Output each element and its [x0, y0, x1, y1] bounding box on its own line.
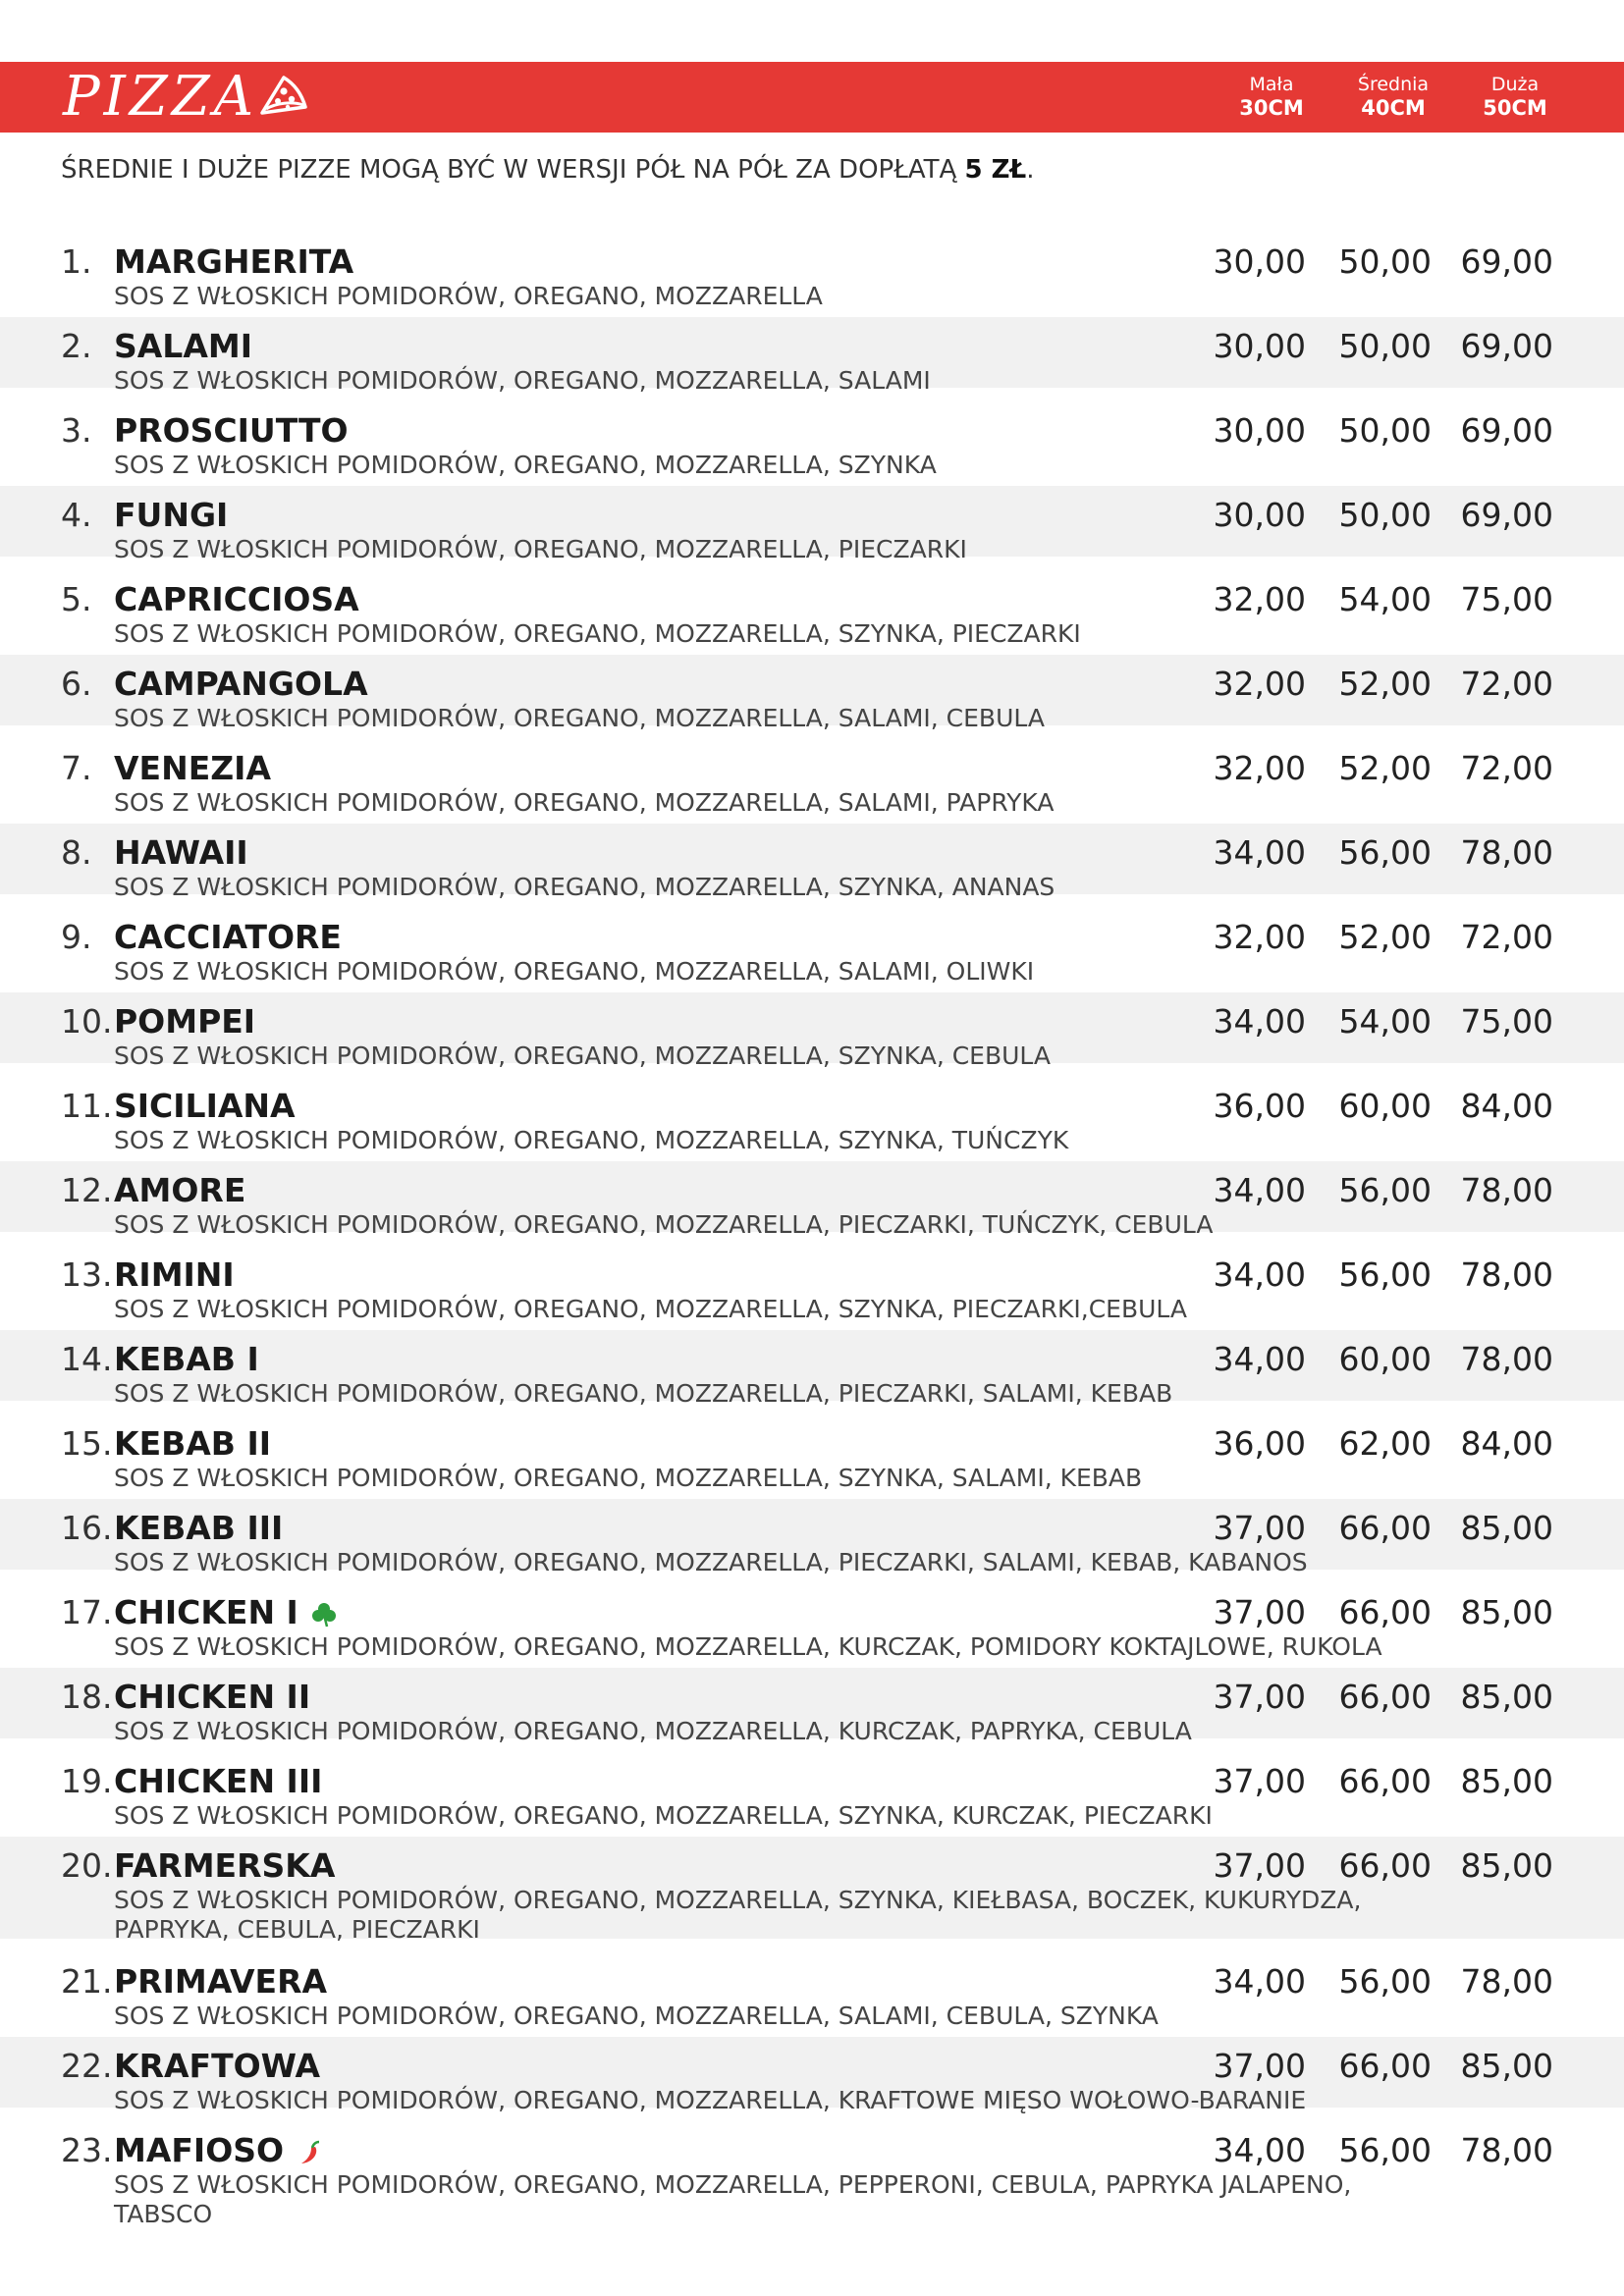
menu-item-name-wrap	[114, 1171, 245, 1210]
menu-item-row	[0, 1161, 1624, 1239]
price-medium: 54,00	[1338, 580, 1432, 618]
price-large: 85,00	[1460, 1678, 1553, 1716]
menu-item-name: KRAFTOWA	[114, 2047, 321, 2085]
price-large: 72,00	[1460, 918, 1553, 956]
menu-item-name-wrap	[114, 327, 252, 366]
menu-item-name-wrap	[114, 665, 368, 704]
price-medium: 56,00	[1338, 833, 1432, 872]
menu-item-row	[0, 1415, 1624, 1492]
price-large: 78,00	[1460, 1962, 1553, 2001]
price-large: 69,00	[1460, 242, 1553, 281]
menu-item-row	[0, 2121, 1624, 2228]
size-medium-heading	[1339, 74, 1447, 121]
menu-item-name-wrap	[114, 1593, 338, 1632]
menu-item-row	[0, 1668, 1624, 1745]
menu-item-name-wrap	[114, 1762, 322, 1801]
menu-item-name: FUNGI	[114, 496, 229, 534]
menu-item-name: KEBAB III	[114, 1509, 284, 1547]
menu-item-number: 5.	[61, 580, 92, 618]
price-small: 30,00	[1213, 242, 1306, 281]
price-small: 30,00	[1213, 411, 1306, 450]
menu-item-name: AMORE	[114, 1171, 246, 1209]
price-large: 85,00	[1460, 1593, 1553, 1631]
menu-item-name-wrap	[114, 1340, 259, 1379]
menu-item-number: 18.	[61, 1678, 113, 1716]
menu-item-row	[0, 1246, 1624, 1323]
menu-item-ingredients: SOS Z WŁOSKICH POMIDORÓW, OREGANO, MOZZARELLA, SALAMI, CEBULA	[114, 704, 1045, 732]
price-small: 34,00	[1213, 1340, 1306, 1378]
menu-item-name: HAWAII	[114, 833, 248, 872]
menu-item-name: CAPRICCIOSA	[114, 580, 359, 618]
menu-item-name: PRIMAVERA	[114, 1962, 328, 2001]
menu-item-number: 13.	[61, 1255, 113, 1294]
half-half-note	[61, 153, 1035, 187]
size-small-name: Mała	[1249, 74, 1294, 95]
menu-item-name: SALAMI	[114, 327, 252, 365]
note-amount: 5 ZŁ	[964, 155, 1027, 185]
menu-header-bar	[0, 62, 1624, 133]
menu-item-number: 19.	[61, 1762, 113, 1800]
price-small: 32,00	[1213, 665, 1306, 703]
price-small: 37,00	[1213, 1846, 1306, 1885]
menu-item-name: MAFIOSO	[114, 2131, 285, 2169]
menu-item-ingredients: SOS Z WŁOSKICH POMIDORÓW, OREGANO, MOZZARELLA, SALAMI, PAPRYKA	[114, 788, 1055, 817]
menu-item-name-wrap	[114, 1846, 335, 1886]
price-small: 32,00	[1213, 918, 1306, 956]
menu-item-name: CHICKEN II	[114, 1678, 311, 1716]
menu-item-name-wrap	[114, 1509, 283, 1548]
price-large: 75,00	[1460, 580, 1553, 618]
menu-item-number: 4.	[61, 496, 92, 534]
menu-item-name: FARMERSKA	[114, 1846, 336, 1885]
menu-item-row	[0, 233, 1624, 310]
price-large: 85,00	[1460, 1762, 1553, 1800]
menu-item-name-wrap	[114, 1424, 271, 1464]
menu-item-number: 11.	[61, 1087, 113, 1125]
menu-item-ingredients: SOS Z WŁOSKICH POMIDORÓW, OREGANO, MOZZARELLA, SALAMI	[114, 366, 931, 395]
menu-item-row	[0, 2037, 1624, 2114]
price-medium: 50,00	[1338, 411, 1432, 450]
price-medium: 54,00	[1338, 1002, 1432, 1041]
menu-item-row	[0, 1077, 1624, 1154]
menu-item-number: 12.	[61, 1171, 113, 1209]
menu-item-name-wrap	[114, 580, 359, 619]
price-small: 37,00	[1213, 1678, 1306, 1716]
menu-item-name-wrap	[114, 833, 248, 873]
menu-item-number: 3.	[61, 411, 92, 450]
menu-item-number: 20.	[61, 1846, 113, 1885]
menu-item-ingredients: SOS Z WŁOSKICH POMIDORÓW, OREGANO, MOZZARELLA, SZYNKA	[114, 451, 937, 479]
menu-item-name: KEBAB I	[114, 1340, 259, 1378]
menu-item-ingredients: SOS Z WŁOSKICH POMIDORÓW, OREGANO, MOZZARELLA, PIECZARKI, TUŃCZYK, CEBULA	[114, 1210, 1214, 1239]
menu-item-ingredients: SOS Z WŁOSKICH POMIDORÓW, OREGANO, MOZZARELLA, PIECZARKI, SALAMI, KEBAB, KABANOS	[114, 1548, 1308, 1576]
menu-item-row	[0, 1330, 1624, 1408]
menu-item-ingredients: SOS Z WŁOSKICH POMIDORÓW, OREGANO, MOZZARELLA, PIECZARKI	[114, 535, 967, 563]
menu-item-name-wrap	[114, 918, 342, 957]
note-text: ŚREDNIE I DUŻE PIZZE MOGĄ BYĆ W WERSJI PÓŁ NA PÓŁ ZA DOPŁATĄ	[61, 155, 957, 185]
menu-item-name-wrap	[114, 1678, 310, 1717]
menu-item-name-wrap	[114, 1962, 327, 2002]
size-large-heading	[1461, 74, 1569, 121]
menu-item-ingredients: SOS Z WŁOSKICH POMIDORÓW, OREGANO, MOZZARELLA, PIECZARKI, SALAMI, KEBAB	[114, 1379, 1173, 1408]
menu-item-name-wrap	[114, 1255, 235, 1295]
menu-item-row	[0, 1837, 1624, 1944]
price-small: 36,00	[1213, 1424, 1306, 1463]
menu-item-number: 8.	[61, 833, 92, 872]
menu-item-number: 1.	[61, 242, 92, 281]
menu-item-name-wrap	[114, 242, 353, 282]
price-small: 34,00	[1213, 1171, 1306, 1209]
price-large: 78,00	[1460, 2131, 1553, 2169]
menu-item-number: 17.	[61, 1593, 113, 1631]
menu-item-row	[0, 739, 1624, 817]
price-medium: 56,00	[1338, 1171, 1432, 1209]
menu-item-name: VENEZIA	[114, 749, 271, 787]
price-small: 30,00	[1213, 327, 1306, 365]
menu-item-name: SICILIANA	[114, 1087, 296, 1125]
price-medium: 66,00	[1338, 1678, 1432, 1716]
menu-item-name: POMPEI	[114, 1002, 256, 1041]
price-large: 84,00	[1460, 1424, 1553, 1463]
menu-item-number: 10.	[61, 1002, 113, 1041]
price-medium: 60,00	[1338, 1340, 1432, 1378]
price-small: 34,00	[1213, 833, 1306, 872]
price-medium: 52,00	[1338, 665, 1432, 703]
menu-item-name-wrap	[114, 2047, 320, 2086]
menu-item-name: CAMPANGOLA	[114, 665, 368, 703]
menu-item-ingredients: SOS Z WŁOSKICH POMIDORÓW, OREGANO, MOZZARELLA, SALAMI, CEBULA, SZYNKA	[114, 2002, 1159, 2030]
price-small: 34,00	[1213, 1002, 1306, 1041]
menu-item-ingredients: SOS Z WŁOSKICH POMIDORÓW, OREGANO, MOZZARELLA, SZYNKA, SALAMI, KEBAB	[114, 1464, 1143, 1492]
menu-item-ingredients: SOS Z WŁOSKICH POMIDORÓW, OREGANO, MOZZARELLA, SZYNKA, CEBULA	[114, 1041, 1052, 1070]
price-large: 69,00	[1460, 496, 1553, 534]
menu-item-ingredients: SOS Z WŁOSKICH POMIDORÓW, OREGANO, MOZZARELLA, KURCZAK, POMIDORY KOKTAJLOWE, RUKOLA	[114, 1632, 1382, 1661]
menu-item-name-wrap	[114, 2131, 323, 2170]
price-small: 34,00	[1213, 1255, 1306, 1294]
size-large-dimension: 50CM	[1483, 96, 1547, 120]
price-small: 37,00	[1213, 1762, 1306, 1800]
menu-item-number: 2.	[61, 327, 92, 365]
menu-item-ingredients: SOS Z WŁOSKICH POMIDORÓW, OREGANO, MOZZARELLA, SZYNKA, KURCZAK, PIECZARKI	[114, 1801, 1213, 1830]
price-medium: 56,00	[1338, 1255, 1432, 1294]
menu-item-name: MARGHERITA	[114, 242, 354, 281]
menu-item-name: KEBAB II	[114, 1424, 272, 1463]
price-large: 85,00	[1460, 2047, 1553, 2085]
price-medium: 52,00	[1338, 749, 1432, 787]
price-medium: 66,00	[1338, 1593, 1432, 1631]
menu-item-ingredients: SOS Z WŁOSKICH POMIDORÓW, OREGANO, MOZZARELLA, PEPPERONI, CEBULA, PAPRYKA JALAPENO, TABSCO	[114, 2170, 1352, 2228]
menu-item-name: CACCIATORE	[114, 918, 342, 956]
menu-item-row	[0, 401, 1624, 479]
note-end: .	[1026, 155, 1035, 185]
price-large: 85,00	[1460, 1846, 1553, 1885]
menu-item-name: CHICKEN I	[114, 1593, 298, 1631]
menu-item-number: 21.	[61, 1962, 113, 2001]
menu-item-ingredients: SOS Z WŁOSKICH POMIDORÓW, OREGANO, MOZZARELLA, SZYNKA, TUŃCZYK	[114, 1126, 1069, 1154]
menu-item-number: 23.	[61, 2131, 113, 2169]
menu-item-name-wrap	[114, 411, 349, 451]
menu-section-title: PIZZA	[63, 65, 258, 129]
menu-item-ingredients: SOS Z WŁOSKICH POMIDORÓW, OREGANO, MOZZARELLA, SZYNKA, ANANAS	[114, 873, 1056, 901]
menu-item-row	[0, 1752, 1624, 1830]
price-medium: 50,00	[1338, 496, 1432, 534]
price-medium: 66,00	[1338, 1509, 1432, 1547]
price-medium: 66,00	[1338, 1846, 1432, 1885]
price-medium: 66,00	[1338, 2047, 1432, 2085]
menu-item-row	[0, 908, 1624, 986]
menu-item-row	[0, 824, 1624, 901]
menu-item-number: 14.	[61, 1340, 113, 1378]
price-large: 85,00	[1460, 1509, 1553, 1547]
pizza-slice-icon	[258, 74, 309, 121]
menu-item-number: 15.	[61, 1424, 113, 1463]
price-medium: 50,00	[1338, 327, 1432, 365]
menu-item-number: 7.	[61, 749, 92, 787]
menu-item-ingredients: SOS Z WŁOSKICH POMIDORÓW, OREGANO, MOZZARELLA, SZYNKA, PIECZARKI	[114, 619, 1081, 648]
menu-item-ingredients: SOS Z WŁOSKICH POMIDORÓW, OREGANO, MOZZARELLA	[114, 282, 823, 310]
menu-item-row	[0, 570, 1624, 648]
menu-item-row	[0, 1952, 1624, 2030]
menu-item-row	[0, 486, 1624, 563]
menu-item-name-wrap	[114, 1002, 255, 1041]
price-small: 34,00	[1213, 1962, 1306, 2001]
menu-item-number: 9.	[61, 918, 92, 956]
price-large: 84,00	[1460, 1087, 1553, 1125]
size-small-dimension: 30CM	[1239, 96, 1304, 120]
price-large: 75,00	[1460, 1002, 1553, 1041]
menu-item-ingredients: SOS Z WŁOSKICH POMIDORÓW, OREGANO, MOZZARELLA, SALAMI, OLIWKI	[114, 957, 1035, 986]
price-medium: 52,00	[1338, 918, 1432, 956]
price-large: 69,00	[1460, 411, 1553, 450]
size-small-heading	[1218, 74, 1326, 121]
size-medium-dimension: 40CM	[1361, 96, 1426, 120]
chili-pepper-icon	[296, 2139, 323, 2166]
menu-item-name: RIMINI	[114, 1255, 235, 1294]
menu-item-number: 22.	[61, 2047, 113, 2085]
menu-item-name: PROSCIUTTO	[114, 411, 349, 450]
price-large: 78,00	[1460, 1171, 1553, 1209]
price-large: 78,00	[1460, 833, 1553, 872]
price-large: 78,00	[1460, 1340, 1553, 1378]
menu-item-number: 16.	[61, 1509, 113, 1547]
price-small: 36,00	[1213, 1087, 1306, 1125]
price-small: 37,00	[1213, 1593, 1306, 1631]
price-large: 72,00	[1460, 665, 1553, 703]
menu-item-row	[0, 1583, 1624, 1661]
size-large-name: Duża	[1490, 74, 1540, 95]
menu-item-ingredients: SOS Z WŁOSKICH POMIDORÓW, OREGANO, MOZZARELLA, KRAFTOWE MIĘSO WOŁOWO-BARANIE	[114, 2086, 1307, 2114]
price-small: 37,00	[1213, 2047, 1306, 2085]
price-small: 32,00	[1213, 580, 1306, 618]
price-small: 30,00	[1213, 496, 1306, 534]
price-medium: 56,00	[1338, 1962, 1432, 2001]
menu-item-name-wrap	[114, 1087, 296, 1126]
price-small: 32,00	[1213, 749, 1306, 787]
price-medium: 66,00	[1338, 1762, 1432, 1800]
menu-item-ingredients: SOS Z WŁOSKICH POMIDORÓW, OREGANO, MOZZARELLA, SZYNKA, PIECZARKI,CEBULA	[114, 1295, 1188, 1323]
price-medium: 60,00	[1338, 1087, 1432, 1125]
menu-item-row	[0, 655, 1624, 732]
menu-item-row	[0, 1499, 1624, 1576]
menu-item-name: CHICKEN III	[114, 1762, 323, 1800]
menu-item-ingredients: SOS Z WŁOSKICH POMIDORÓW, OREGANO, MOZZARELLA, KURCZAK, PAPRYKA, CEBULA	[114, 1717, 1192, 1745]
menu-item-number: 6.	[61, 665, 92, 703]
clover-icon	[310, 1601, 338, 1629]
price-small: 34,00	[1213, 2131, 1306, 2169]
price-large: 72,00	[1460, 749, 1553, 787]
price-large: 69,00	[1460, 327, 1553, 365]
menu-item-ingredients: SOS Z WŁOSKICH POMIDORÓW, OREGANO, MOZZARELLA, SZYNKA, KIEŁBASA, BOCZEK, KUKURYDZA, PAPRYKA, CEBULA, PIECZARKI	[114, 1886, 1362, 1944]
size-medium-name: Średnia	[1357, 74, 1430, 95]
price-small: 37,00	[1213, 1509, 1306, 1547]
menu-item-name-wrap	[114, 496, 228, 535]
menu-item-row	[0, 992, 1624, 1070]
price-medium: 56,00	[1338, 2131, 1432, 2169]
price-medium: 50,00	[1338, 242, 1432, 281]
menu-item-name-wrap	[114, 749, 271, 788]
menu-item-row	[0, 317, 1624, 395]
price-large: 78,00	[1460, 1255, 1553, 1294]
price-medium: 62,00	[1338, 1424, 1432, 1463]
